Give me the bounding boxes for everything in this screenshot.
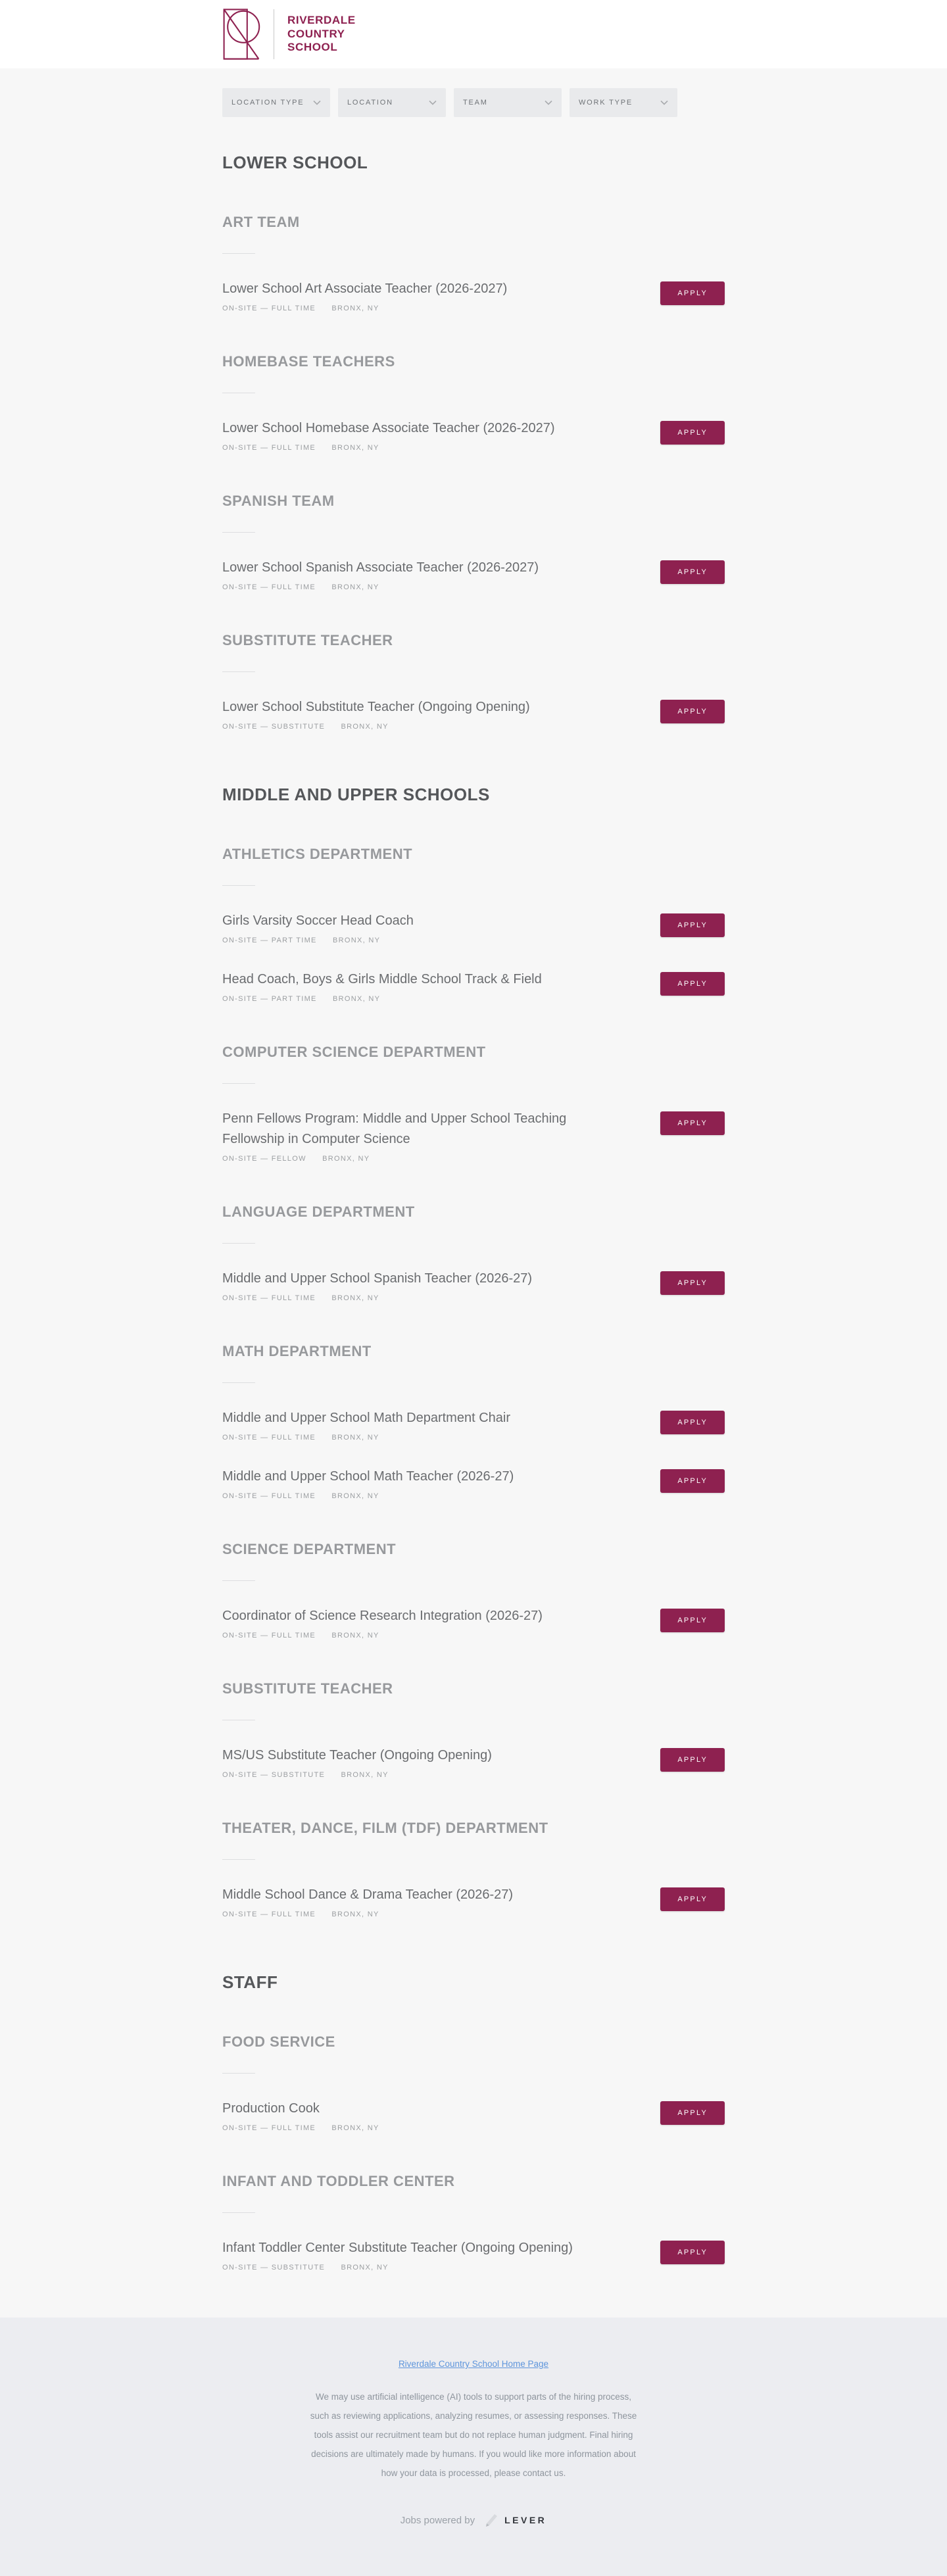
- apply-button[interactable]: APPLY: [660, 1111, 725, 1135]
- posting-commitment: ON-SITE — SUBSTITUTE: [222, 1771, 326, 1779]
- team-title: THEATER, DANCE, FILM (TDF) DEPARTMENT: [222, 1820, 548, 1836]
- filter-bar: [222, 68, 725, 117]
- posting-location: BRONX, NY: [333, 995, 381, 1003]
- posting-title-link[interactable]: Girls Varsity Soccer Head Coach: [222, 913, 414, 928]
- apply-button[interactable]: APPLY: [660, 1469, 725, 1493]
- posting-info: [222, 2238, 573, 2272]
- job-posting: [222, 1109, 725, 1163]
- posting-commitment: ON-SITE — PART TIME: [222, 995, 317, 1003]
- posting-title-link[interactable]: Middle and Upper School Math Teacher (2026-27): [222, 1469, 514, 1484]
- powered-by-text: Jobs powered by: [400, 2514, 475, 2526]
- posting-title-link[interactable]: Lower School Substitute Teacher (Ongoing Opening): [222, 700, 530, 714]
- team-title: FOOD SERVICE: [222, 2033, 335, 2050]
- team-title: LANGUAGE DEPARTMENT: [222, 1203, 415, 1220]
- job-posting: [222, 697, 725, 731]
- apply-button[interactable]: APPLY: [660, 560, 725, 584]
- posting-info: [222, 1885, 513, 1918]
- posting-location: BRONX, NY: [322, 1155, 370, 1163]
- job-posting: [222, 969, 725, 1003]
- job-posting: [222, 279, 725, 312]
- section-staff: [222, 1972, 725, 2272]
- posting-location: BRONX, NY: [341, 2264, 389, 2272]
- job-posting: [222, 1467, 725, 1500]
- job-posting: [222, 558, 725, 591]
- team-divider: [222, 532, 255, 533]
- posting-meta: [222, 995, 542, 1003]
- apply-button[interactable]: APPLY: [660, 1887, 725, 1911]
- job-posting: [222, 911, 725, 944]
- team-group-spanish-team: [222, 493, 725, 591]
- section-title: MIDDLE AND UPPER SCHOOLS: [222, 785, 490, 804]
- job-posting: [222, 2099, 725, 2132]
- posting-info: [222, 911, 414, 944]
- team-divider: [222, 2212, 255, 2213]
- posting-commitment: ON-SITE — SUBSTITUTE: [222, 2264, 326, 2272]
- posting-commitment: ON-SITE — FELLOW: [222, 1155, 306, 1163]
- chevron-down-icon: [545, 100, 552, 105]
- team-group-homebase-teachers: [222, 353, 725, 452]
- team-group-infant-and-toddler-center: [222, 2173, 725, 2272]
- apply-button[interactable]: APPLY: [660, 700, 725, 723]
- posting-title-link[interactable]: Middle and Upper School Math Department Chair: [222, 1411, 510, 1425]
- team-title: SCIENCE DEPARTMENT: [222, 1541, 397, 1557]
- team-divider: [222, 2073, 255, 2074]
- posting-info: [222, 1109, 591, 1163]
- filter-label: LOCATION TYPE: [231, 99, 304, 107]
- filter-work-type-dropdown[interactable]: [570, 88, 677, 117]
- site-footer: [0, 2318, 947, 2576]
- posting-meta: [222, 444, 555, 452]
- posting-title-link[interactable]: Head Coach, Boys & Girls Middle School Track & Field: [222, 972, 542, 986]
- posting-info: [222, 2099, 379, 2132]
- job-posting: [222, 1408, 725, 1442]
- chevron-down-icon: [313, 100, 321, 105]
- team-group-math-department: [222, 1343, 725, 1500]
- posting-location: BRONX, NY: [331, 1632, 379, 1640]
- posting-title-link[interactable]: Infant Toddler Center Substitute Teacher (Ongoing Opening): [222, 2241, 573, 2255]
- school-wordmark: [287, 14, 356, 54]
- posting-meta: [222, 723, 530, 731]
- job-posting: [222, 418, 725, 452]
- posting-commitment: ON-SITE — FULL TIME: [222, 1294, 316, 1302]
- posting-commitment: ON-SITE — FULL TIME: [222, 2124, 316, 2132]
- team-divider: [222, 1580, 255, 1581]
- team-divider: [222, 671, 255, 672]
- posting-location: BRONX, NY: [331, 583, 379, 591]
- posting-meta: [222, 2264, 573, 2272]
- apply-button[interactable]: APPLY: [660, 972, 725, 996]
- home-page-link[interactable]: Riverdale Country School Home Page: [398, 2359, 549, 2369]
- posting-meta: [222, 1492, 514, 1500]
- apply-button[interactable]: APPLY: [660, 421, 725, 445]
- posting-info: [222, 1606, 543, 1640]
- posting-location: BRONX, NY: [331, 444, 379, 452]
- posting-meta: [222, 936, 414, 944]
- posting-info: [222, 1467, 514, 1500]
- posting-title-link[interactable]: MS/US Substitute Teacher (Ongoing Opening): [222, 1748, 492, 1762]
- posting-location: BRONX, NY: [341, 723, 389, 731]
- wordmark-line: COUNTRY: [287, 27, 345, 40]
- team-title: SUBSTITUTE TEACHER: [222, 632, 393, 648]
- team-group-computer-science-department: [222, 1044, 725, 1163]
- team-divider: [222, 1382, 255, 1383]
- posting-commitment: ON-SITE — FULL TIME: [222, 1910, 316, 1918]
- filter-label: LOCATION: [347, 99, 393, 107]
- apply-button[interactable]: APPLY: [660, 913, 725, 937]
- team-divider: [222, 253, 255, 254]
- posting-info: [222, 1408, 510, 1442]
- apply-button[interactable]: APPLY: [660, 2241, 725, 2264]
- posting-commitment: ON-SITE — PART TIME: [222, 936, 317, 944]
- posting-info: [222, 418, 555, 452]
- chevron-down-icon: [660, 100, 668, 105]
- section-title: LOWER SCHOOL: [222, 153, 368, 172]
- lever-logo-link[interactable]: [483, 2513, 546, 2527]
- job-board-main: [0, 68, 947, 2272]
- team-title: SUBSTITUTE TEACHER: [222, 1680, 393, 1697]
- team-group-art-team: [222, 214, 725, 312]
- team-title: HOMEBASE TEACHERS: [222, 353, 395, 370]
- team-title: SPANISH TEAM: [222, 493, 335, 509]
- filter-location-type-dropdown[interactable]: [222, 88, 330, 117]
- job-posting: [222, 1885, 725, 1918]
- posting-title-link[interactable]: Penn Fellows Program: Middle and Upper School Teaching Fellowship in Computer Science: [222, 1111, 567, 1146]
- apply-button[interactable]: APPLY: [660, 1748, 725, 1772]
- team-group-athletics-department: [222, 846, 725, 1003]
- posting-commitment: ON-SITE — SUBSTITUTE: [222, 723, 326, 731]
- wordmark-line: RIVERDALE: [287, 14, 356, 27]
- team-group-food-service: [222, 2033, 725, 2132]
- team-title: MATH DEPARTMENT: [222, 1343, 372, 1359]
- lever-wordmark: LEVER: [504, 2515, 547, 2526]
- posting-meta: [222, 1155, 591, 1163]
- job-posting: [222, 1269, 725, 1302]
- team-divider: [222, 1859, 255, 1860]
- posting-commitment: ON-SITE — FULL TIME: [222, 444, 316, 452]
- filter-label: TEAM: [463, 99, 488, 107]
- posting-info: [222, 1745, 492, 1779]
- posting-info: [222, 1269, 532, 1302]
- posting-meta: [222, 2124, 379, 2132]
- posting-meta: [222, 1294, 532, 1302]
- posting-info: [222, 697, 530, 731]
- filter-team-dropdown[interactable]: [454, 88, 562, 117]
- team-group-substitute-teacher-msus: [222, 1680, 725, 1779]
- apply-button[interactable]: APPLY: [660, 2101, 725, 2125]
- posting-title-link[interactable]: Lower School Spanish Associate Teacher (2026-2027): [222, 560, 539, 575]
- posting-title-link[interactable]: Middle School Dance & Drama Teacher (2026-27): [222, 1887, 514, 1902]
- job-posting: [222, 1745, 725, 1779]
- section-lower-school: [222, 153, 725, 731]
- posting-title-link[interactable]: Middle and Upper School Spanish Teacher (2026-27): [222, 1271, 533, 1286]
- posting-meta: [222, 1910, 513, 1918]
- apply-button[interactable]: APPLY: [660, 1609, 725, 1632]
- filter-label: WORK TYPE: [579, 99, 633, 107]
- team-divider: [222, 885, 255, 886]
- ai-disclosure-text: We may use artificial intelligence (AI) tools to support parts of the hiring process, such as reviewing applications, analyzing resumes, or assessing responses. These tools assist our recruitment team but do not replace human judgment. Final hiring decisions are ultimately made by humans. If you would like more information about how your data is processed, please contact us.: [310, 2392, 637, 2479]
- team-title: INFANT AND TODDLER CENTER: [222, 2173, 455, 2189]
- school-logo-icon: [222, 8, 260, 61]
- team-title: ATHLETICS DEPARTMENT: [222, 846, 413, 862]
- posting-commitment: ON-SITE — FULL TIME: [222, 583, 316, 591]
- team-title: ART TEAM: [222, 214, 300, 230]
- site-header: [0, 0, 947, 68]
- apply-button[interactable]: APPLY: [660, 1271, 725, 1295]
- posting-info: [222, 279, 507, 312]
- apply-button[interactable]: APPLY: [660, 281, 725, 305]
- team-divider: [222, 1243, 255, 1244]
- posting-location: BRONX, NY: [331, 1434, 379, 1442]
- wordmark-line: SCHOOL: [287, 41, 338, 54]
- team-group-substitute-teacher-ls: [222, 632, 725, 731]
- section-middle-and-upper-schools: [222, 785, 725, 1918]
- posting-meta: [222, 583, 539, 591]
- powered-by-lever: [0, 2513, 947, 2527]
- posting-meta: [222, 1434, 510, 1442]
- posting-location: BRONX, NY: [331, 1910, 379, 1918]
- posting-commitment: ON-SITE — FULL TIME: [222, 1492, 316, 1500]
- job-posting: [222, 1606, 725, 1640]
- posting-location: BRONX, NY: [331, 1294, 379, 1302]
- lever-logo-icon: [483, 2513, 498, 2527]
- team-group-language-department: [222, 1203, 725, 1302]
- posting-location: BRONX, NY: [331, 1492, 379, 1500]
- job-posting: [222, 2238, 725, 2272]
- filter-location-dropdown[interactable]: [338, 88, 446, 117]
- posting-title-link[interactable]: Production Cook: [222, 2101, 320, 2116]
- team-group-theater-dance-film-department: [222, 1820, 725, 1918]
- chevron-down-icon: [429, 100, 437, 105]
- team-divider: [222, 1083, 255, 1084]
- posting-meta: [222, 1771, 492, 1779]
- posting-commitment: ON-SITE — FULL TIME: [222, 1632, 316, 1640]
- posting-info: [222, 969, 542, 1003]
- team-title: COMPUTER SCIENCE DEPARTMENT: [222, 1044, 486, 1060]
- posting-commitment: ON-SITE — FULL TIME: [222, 304, 316, 312]
- posting-location: BRONX, NY: [333, 936, 381, 944]
- posting-meta: [222, 1632, 543, 1640]
- posting-title-link[interactable]: Lower School Art Associate Teacher (2026-2027): [222, 281, 508, 296]
- team-group-science-department: [222, 1541, 725, 1640]
- posting-title-link[interactable]: Coordinator of Science Research Integration (2026-27): [222, 1609, 543, 1623]
- posting-location: BRONX, NY: [331, 304, 379, 312]
- section-title: STAFF: [222, 1972, 278, 1992]
- posting-meta: [222, 304, 507, 312]
- school-logo-link[interactable]: [222, 8, 356, 61]
- apply-button[interactable]: APPLY: [660, 1411, 725, 1434]
- posting-location: BRONX, NY: [331, 2124, 379, 2132]
- posting-location: BRONX, NY: [341, 1771, 389, 1779]
- posting-info: [222, 558, 539, 591]
- posting-title-link[interactable]: Lower School Homebase Associate Teacher (2026-2027): [222, 421, 555, 435]
- posting-commitment: ON-SITE — FULL TIME: [222, 1434, 316, 1442]
